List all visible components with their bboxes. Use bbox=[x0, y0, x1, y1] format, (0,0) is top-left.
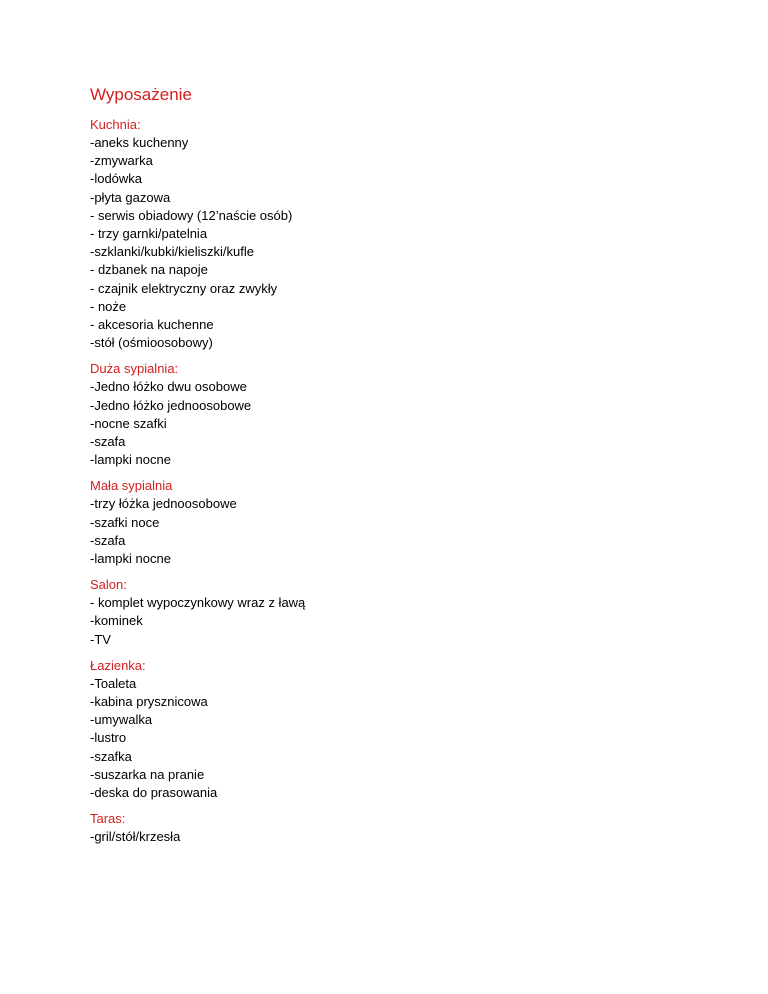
equipment-list bbox=[90, 134, 690, 352]
list-item: -Toaleta bbox=[90, 675, 137, 691]
equipment-list bbox=[90, 378, 690, 469]
list-item: -lampki nocne bbox=[90, 551, 171, 567]
document-title: Wyposażenie bbox=[90, 85, 192, 104]
equipment-list bbox=[90, 828, 690, 846]
list-item: -umywalka bbox=[90, 712, 153, 728]
list-item: -lodówka bbox=[90, 171, 143, 187]
list-item: - serwis obiadowy (12’naście osób) bbox=[90, 207, 293, 223]
section-taras bbox=[90, 810, 690, 846]
list-item: -trzy łóżka jednoosobowe bbox=[90, 496, 237, 512]
list-item: -gril/stół/krzesła bbox=[90, 829, 181, 845]
list-item: -kabina prysznicowa bbox=[90, 694, 208, 710]
list-item: - akcesoria kuchenne bbox=[90, 317, 214, 333]
section-salon bbox=[90, 576, 690, 649]
list-item: - komplet wypoczynkowy wraz z ławą bbox=[90, 595, 306, 611]
equipment-list bbox=[90, 675, 690, 802]
list-item: -Jedno łóżko dwu osobowe bbox=[90, 379, 247, 395]
list-item: -szafka bbox=[90, 748, 132, 764]
section-mala-sypialnia bbox=[90, 477, 690, 568]
section-heading: Kuchnia: bbox=[90, 117, 141, 132]
list-item: -Jedno łóżko jednoosobowe bbox=[90, 397, 252, 413]
list-item: - dzbanek na napoje bbox=[90, 262, 208, 278]
document-page bbox=[90, 84, 690, 855]
list-item: - noże bbox=[90, 298, 127, 314]
list-item: -lampki nocne bbox=[90, 452, 171, 468]
section-heading: Taras: bbox=[90, 811, 126, 827]
list-item: -szafa bbox=[90, 434, 126, 450]
list-item: - trzy garnki/patelnia bbox=[90, 226, 208, 242]
list-item: -nocne szafki bbox=[90, 415, 167, 431]
list-item: -TV bbox=[90, 631, 111, 647]
sections-container bbox=[90, 116, 690, 847]
section-lazienka bbox=[90, 657, 690, 802]
section-heading: Salon: bbox=[90, 577, 127, 593]
list-item: -suszarka na pranie bbox=[90, 766, 205, 782]
list-item: -stół (ośmioosobowy) bbox=[90, 335, 213, 351]
list-item: -szklanki/kubki/kieliszki/kufle bbox=[90, 244, 254, 260]
equipment-list bbox=[90, 594, 690, 649]
list-item: -deska do prasowania bbox=[90, 785, 218, 801]
section-heading: Mała sypialnia bbox=[90, 478, 173, 494]
section-kuchnia bbox=[90, 116, 690, 352]
equipment-list bbox=[90, 495, 690, 568]
section-heading: Łazienka: bbox=[90, 657, 146, 673]
section-duza-sypialnia bbox=[90, 360, 690, 469]
section-heading: Duża sypialnia: bbox=[90, 361, 179, 377]
list-item: -kominek bbox=[90, 613, 143, 629]
list-item: -płyta gazowa bbox=[90, 189, 171, 205]
list-item: -szafki noce bbox=[90, 514, 160, 530]
list-item: -lustro bbox=[90, 730, 127, 746]
list-item: -aneks kuchenny bbox=[90, 135, 189, 150]
list-item: -zmywarka bbox=[90, 153, 153, 169]
list-item: - czajnik elektryczny oraz zwykły bbox=[90, 280, 278, 296]
list-item: -szafa bbox=[90, 532, 126, 548]
